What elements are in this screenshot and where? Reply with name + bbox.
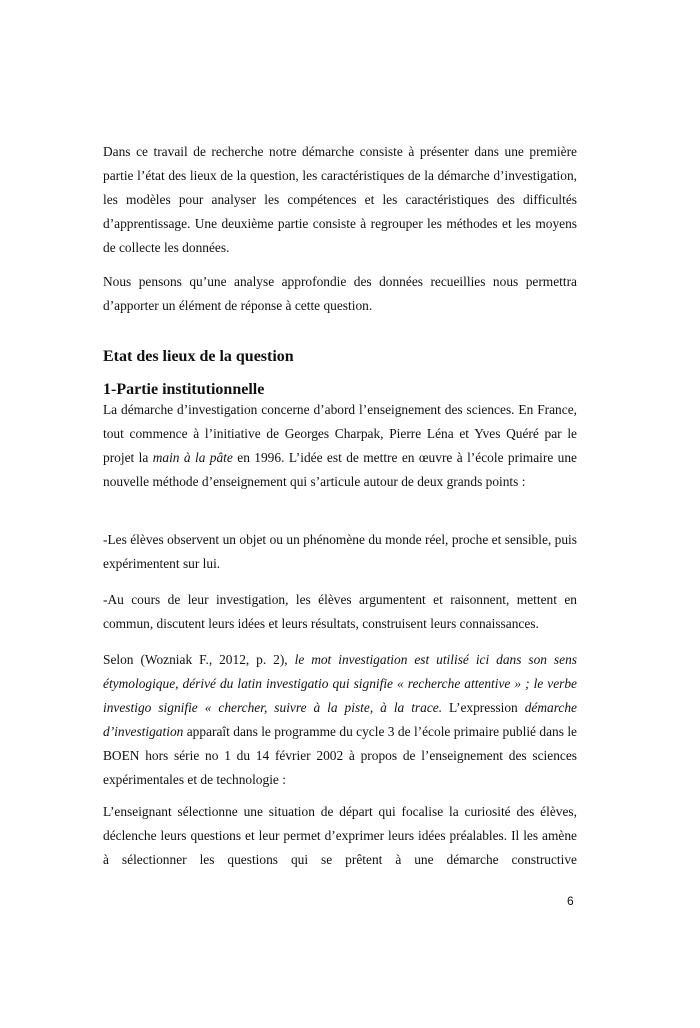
subsection-heading [103, 380, 577, 400]
section-heading [103, 347, 577, 367]
text-run: L’expression [442, 700, 525, 715]
paragraph-text: -Au cours de leur investigation, les élèves argumentent et raisonnent, mettent en commun, discutent leurs idées et leurs résultats, construisent leurs connaissances. [103, 592, 577, 631]
text-run: en 1996. L’idée est de mettre en œuvre à l’école primaire une nouvelle méthode d’enseignement qui s’articule autour de deux grands points : [103, 450, 578, 489]
paragraph-enseignant [103, 800, 577, 872]
paragraph-text: Dans ce travail de recherche notre démarche consiste à présenter dans une première partie l’état des lieux de la question, les caractéristiques de la démarche d’investigation, les modèles pour analyser les compétences et les caractéristiques des difficultés d’apprentissage. Une deuxième partie consiste à regrouper les méthodes et les moyens de collecte les données. [103, 144, 577, 255]
italic-run: démarche d’investigation [103, 700, 578, 739]
paragraph-text [103, 398, 577, 494]
heading-partie-institutionnelle: 1-Partie institutionnelle [103, 381, 265, 398]
text-run: apparaît dans le programme du cycle 3 de l’école primaire publié dans le BOEN hors série no 1 du 14 février 2002 à propos de l’enseignement des sciences expérimentales et de technologie : [103, 724, 577, 787]
text-run: La démarche d’investigation concerne d’abord l’enseignement des sciences. En France, tout commence à l’initiative de Georges Charpak, Pierre Léna et Yves Quéré par le projet la [103, 402, 577, 465]
paragraph-point-2 [103, 588, 577, 636]
paragraph-point-1 [103, 528, 577, 576]
paragraph-text: -Les élèves observent un objet ou un phénomène du monde réel, proche et sensible, puis expérimentent sur lui. [103, 532, 577, 571]
paragraph-text: L’enseignant sélectionne une situation de départ qui focalise la curiosité des élèves, déclenche leurs questions et leur permet d’exprimer leurs idées préalables. Il les amène à sélectionner les questions qui se prêtent à une démarche constructive [103, 804, 577, 867]
paragraph-text [103, 648, 577, 792]
paragraph-analysis [103, 270, 577, 318]
page-number: 6 [567, 894, 574, 908]
italic-run: main à la pâte [152, 450, 233, 465]
paragraph-demarche [103, 398, 577, 494]
italic-run: le mot investigation est utilisé ici dans son sens étymologique, dérivé du latin investigatio qui signifie « recherche attentive » ; le verbe investigo signifie « chercher, suivre à la piste, à la trace. [103, 652, 577, 715]
paragraph-wozniak [103, 648, 577, 792]
paragraph-intro [103, 140, 577, 260]
heading-etat-des-lieux: Etat des lieux de la question [103, 348, 294, 365]
text-run: Selon (Wozniak F., 2012, p. 2), [103, 652, 295, 667]
paragraph-text: Nous pensons qu’une analyse approfondie des données recueillies nous permettra d’apporter un élément de réponse à cette question. [103, 274, 577, 313]
